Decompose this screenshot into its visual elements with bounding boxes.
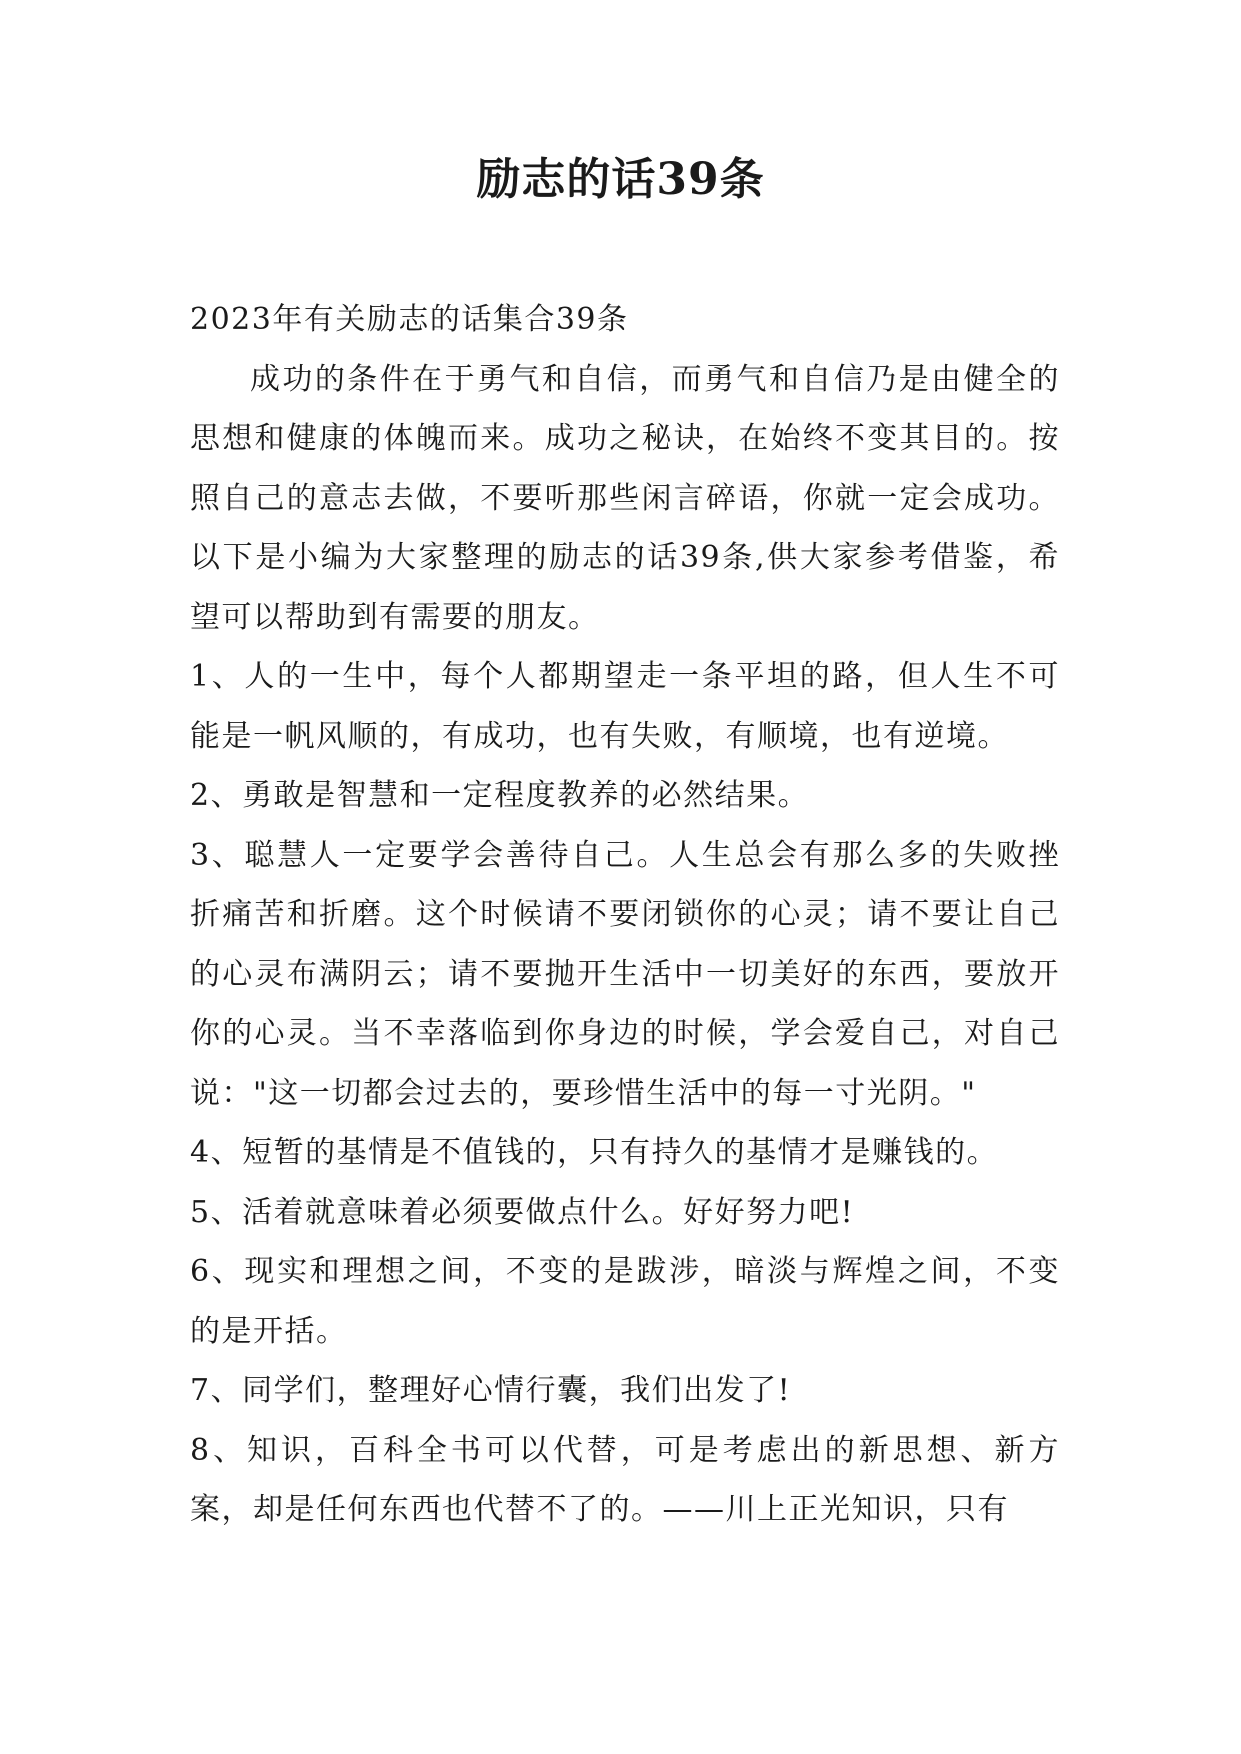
list-item: 1、人的一生中，每个人都期望走一条平坦的路，但人生不可能是一帆风顺的，有成功，也有失败，有顺境，也有逆境。 (190, 659, 1060, 754)
document-body (190, 290, 1060, 1540)
list-item: 5、活着就意味着必须要做点什么。好好努力吧! (190, 1194, 855, 1230)
list-item: 4、短暂的基情是不值钱的，只有持久的基情才是赚钱的。 (190, 1135, 999, 1170)
list-item: 2、勇敢是智慧和一定程度教养的必然结果。 (190, 778, 810, 813)
list-item: 7、同学们，整理好心情行囊，我们出发了! (190, 1373, 792, 1408)
intro-paragraph: 成功的条件在于勇气和自信，而勇气和自信乃是由健全的思想和健康的体魄而来。成功之秘诀，在始终不变其目的。按照自己的意志去做，不要听那些闲言碎语，你就一定会成功。以下是小编为大家整理的励志的话39条,供大家参考借鉴，希望可以帮助到有需要的朋友。 (190, 361, 1060, 635)
document-subtitle: 2023年有关励志的话集合39条 (190, 302, 629, 337)
list-item: 8、知识，百科全书可以代替，可是考虑出的新思想、新方案，却是任何东西也代替不了的。——川上正光知识，只有 (190, 1432, 1060, 1527)
document-title: 励志的话39条 (476, 154, 765, 205)
list-item: 3、聪慧人一定要学会善待自己。人生总会有那么多的失败挫折痛苦和折磨。这个时候请不要闭锁你的心灵；请不要让自己的心灵布满阴云；请不要抛开生活中一切美好的东西，要放开你的心灵。当不幸落临到你身边的时候，学会爱自己，对自己说："这一切都会过去的，要珍惜生活中的每一寸光阴。" (190, 837, 1060, 1111)
list-item: 6、现实和理想之间，不变的是跋涉，暗淡与辉煌之间，不变的是开括。 (190, 1254, 1060, 1349)
